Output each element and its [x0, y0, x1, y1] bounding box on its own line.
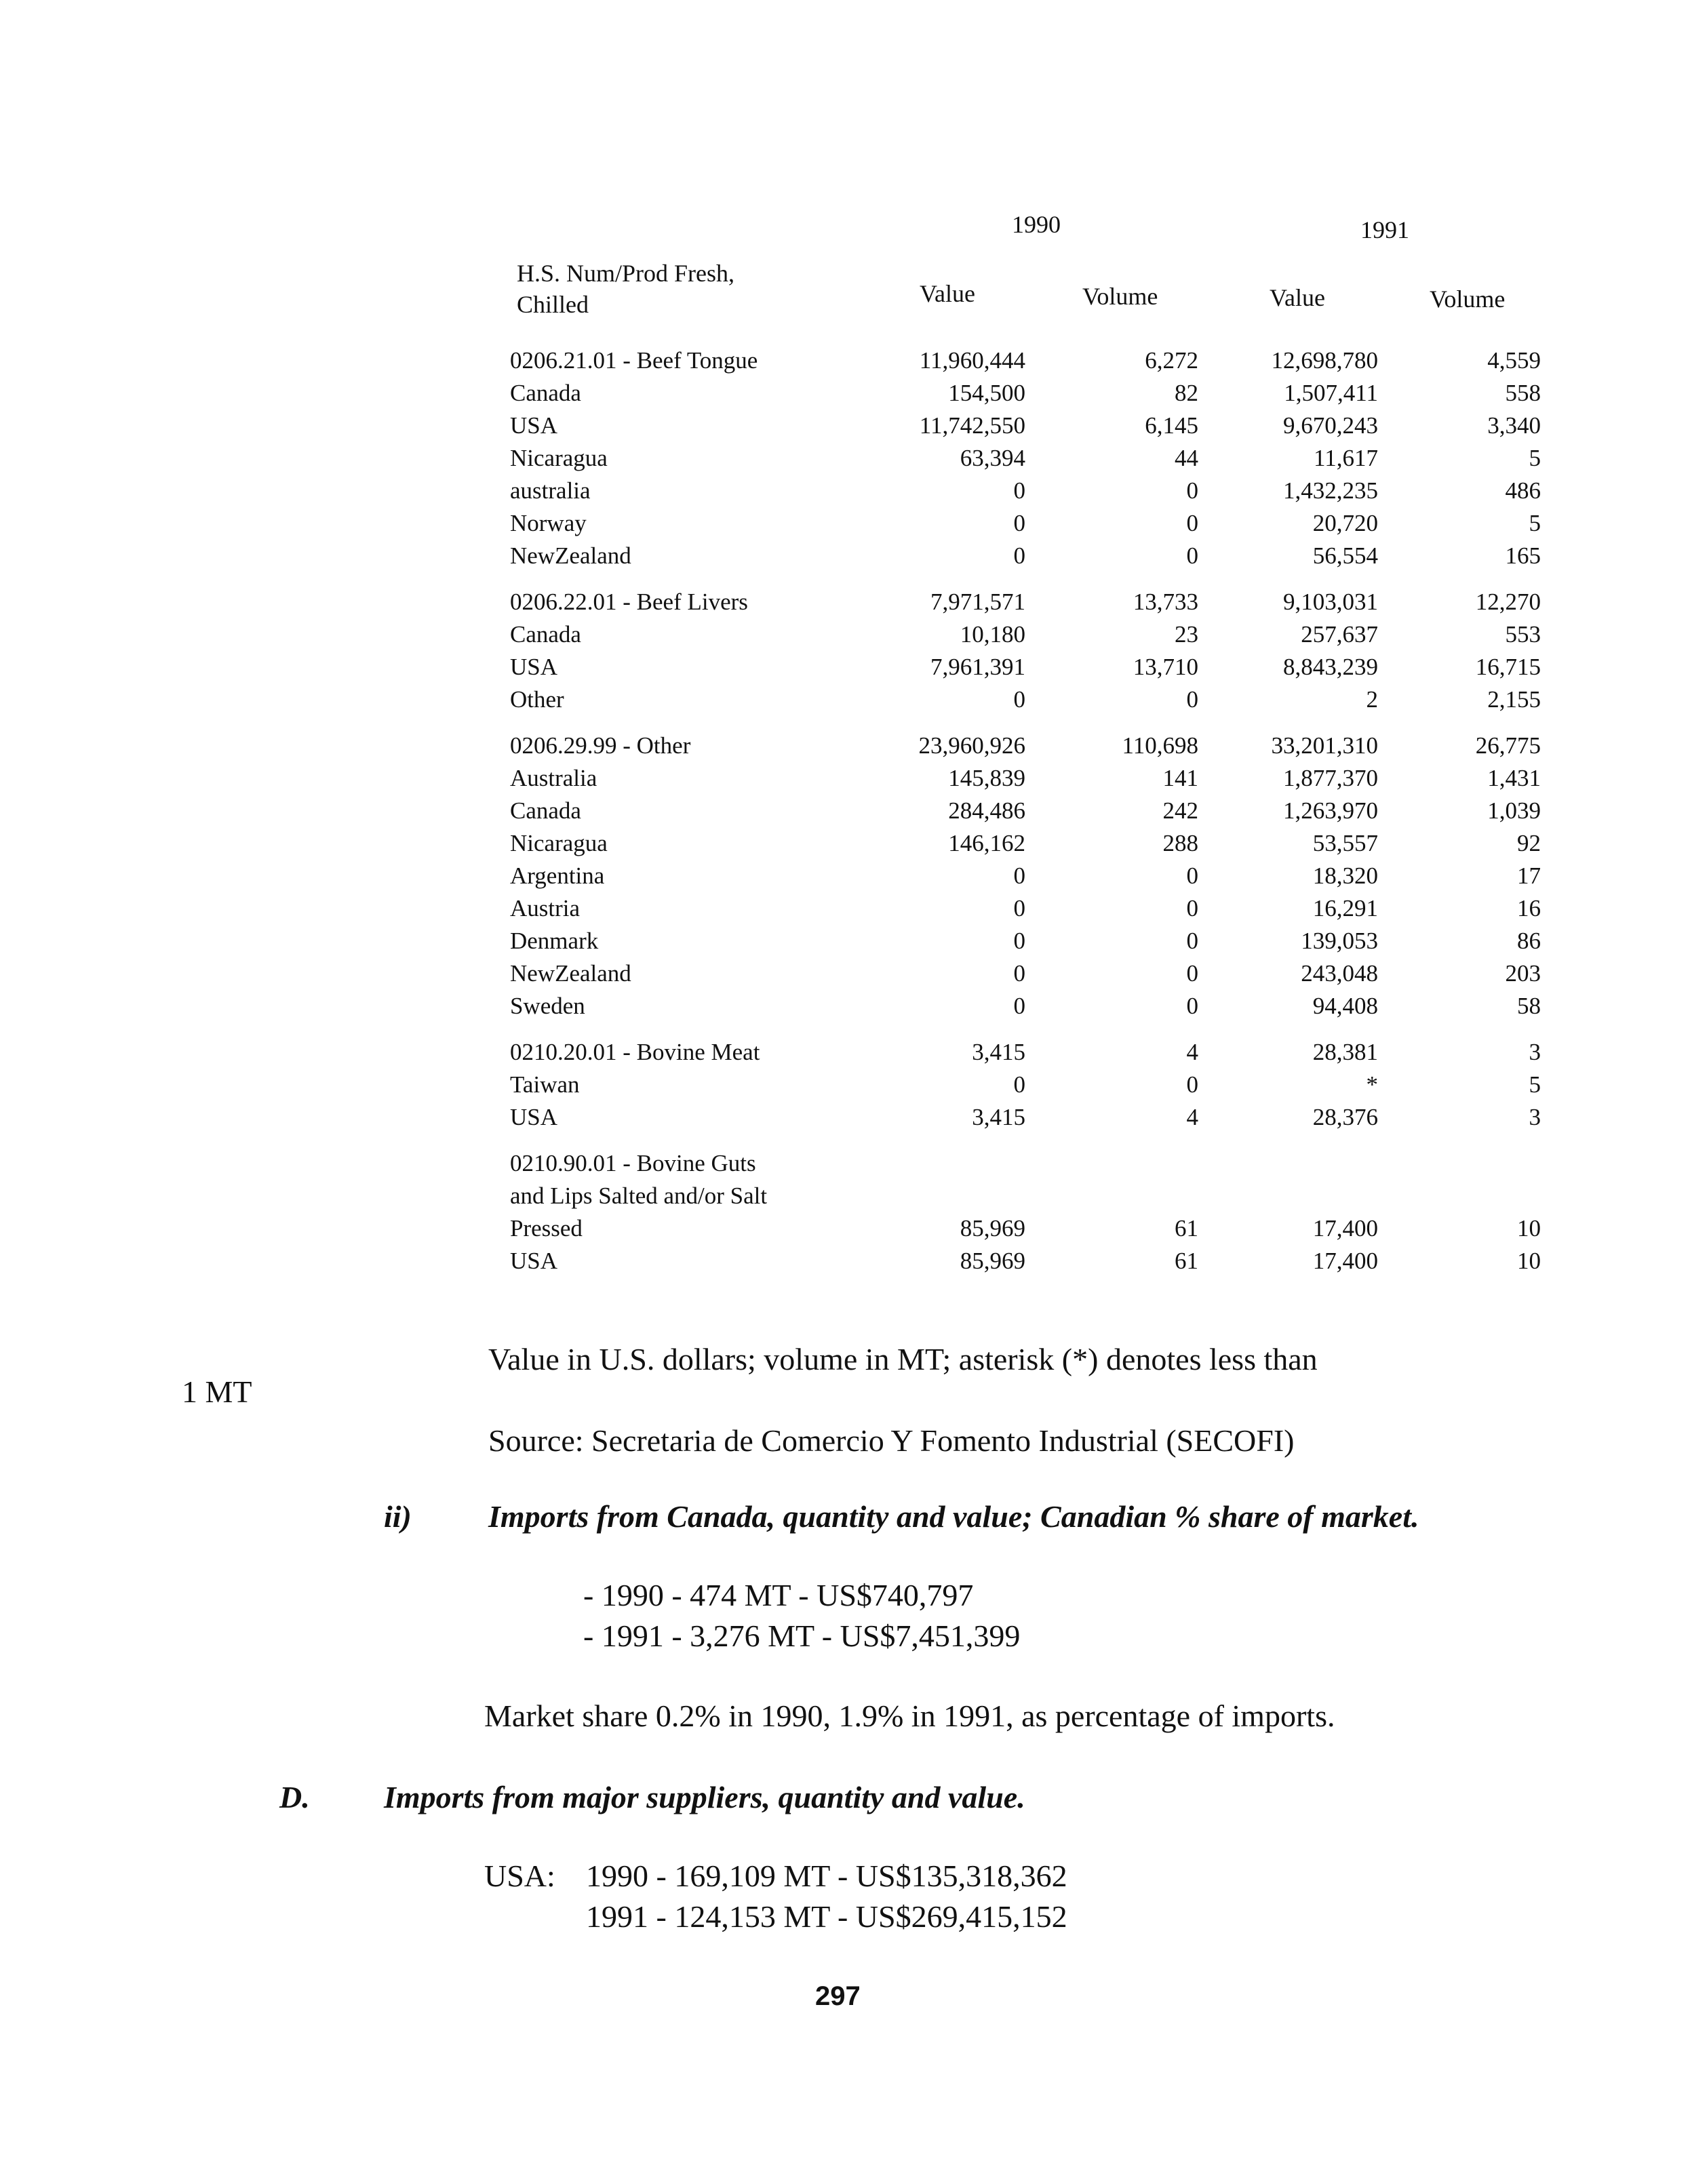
- table-row: [510, 1245, 1541, 1277]
- volume-1991-cell: 92: [1517, 830, 1541, 856]
- row-label-cell: NewZealand: [510, 960, 631, 987]
- value-1990-cell: 85,969: [960, 1248, 1025, 1274]
- value-1991-cell: 257,637: [1301, 621, 1378, 648]
- group-spacer: [510, 572, 1541, 586]
- volume-1991-cell: 1,431: [1487, 765, 1541, 791]
- value-1990-cell: 0: [1013, 895, 1025, 921]
- volume-1991-cell: 558: [1505, 380, 1541, 406]
- volume-1991-cell: 203: [1505, 960, 1541, 987]
- value-1990-cell: 10,180: [960, 621, 1025, 648]
- value-1990-cell: 0: [1013, 960, 1025, 987]
- volume-1991-cell: 10: [1517, 1248, 1541, 1274]
- row-header: [517, 258, 734, 320]
- value-1991-cell: 9,670,243: [1283, 412, 1378, 439]
- table-body: [510, 344, 1541, 1277]
- value-1991-cell: [1198, 1180, 1378, 1212]
- volume-1990-cell: 0: [1186, 862, 1198, 889]
- row-label-cell: Argentina: [510, 862, 605, 889]
- row-label-cell: Other: [510, 686, 564, 713]
- row-label-cell: 0210.20.01 - Bovine Meat: [510, 1039, 760, 1065]
- value-1991-cell: 17,400: [1312, 1248, 1378, 1274]
- value-1990-cell: 85,969: [960, 1215, 1025, 1242]
- value-1991-cell: 1,263,970: [1283, 797, 1378, 824]
- volume-1991-cell: 5: [1529, 1071, 1541, 1098]
- row-header-line2: Chilled: [517, 291, 589, 318]
- volume-1990-cell: 4: [1186, 1104, 1198, 1130]
- table-row: [510, 827, 1541, 860]
- row-label-cell: 0206.22.01 - Beef Livers: [510, 589, 748, 615]
- volume-1991-cell: 5: [1529, 510, 1541, 536]
- table-row: [510, 1101, 1541, 1134]
- row-label-cell: USA: [510, 1104, 558, 1130]
- row-label-cell: Denmark: [510, 928, 599, 954]
- value-1991-cell: 17,400: [1312, 1215, 1378, 1242]
- table-row: [510, 683, 1541, 716]
- year-header-1991: 1991: [1360, 216, 1409, 243]
- value-1991-cell: 8,843,239: [1283, 654, 1378, 680]
- value-1991-cell: 53,557: [1312, 830, 1378, 856]
- value-1990-cell: 7,961,391: [930, 654, 1025, 680]
- row-label-cell: Taiwan: [510, 1071, 580, 1098]
- row-label-cell: Canada: [510, 380, 581, 406]
- volume-1991-cell: 17: [1517, 862, 1541, 889]
- row-label-cell: Sweden: [510, 993, 585, 1019]
- table-row: [510, 860, 1541, 892]
- volume-1991-cell: 86: [1517, 928, 1541, 954]
- value-1991-cell: 28,381: [1312, 1039, 1378, 1065]
- value-1990-cell: 63,394: [960, 445, 1025, 471]
- table-row: [510, 1069, 1541, 1101]
- row-label-cell: USA: [510, 412, 558, 439]
- volume-1990-cell: 110,698: [1122, 732, 1198, 759]
- value-1991-cell: [1198, 1147, 1378, 1180]
- source-line: Source: Secretaria de Comercio Y Fomento Industrial (SECOFI): [488, 1423, 1295, 1458]
- volume-1990-cell: 61: [1175, 1248, 1198, 1274]
- volume-1990-cell: 13,733: [1133, 589, 1198, 615]
- volume-1991-cell: 3: [1529, 1104, 1541, 1130]
- value-1991-cell: 11,617: [1314, 445, 1378, 471]
- volume-1990-cell: 0: [1186, 895, 1198, 921]
- value-1991-cell: 56,554: [1312, 542, 1378, 569]
- volume-1990-cell: 82: [1175, 380, 1198, 406]
- table-row: [510, 442, 1541, 475]
- year-header-1990: 1990: [1012, 211, 1061, 238]
- canada-import-1991: - 1991 - 3,276 MT - US$7,451,399: [583, 1619, 1021, 1653]
- value-1990-cell: 0: [1013, 510, 1025, 536]
- volume-1990-cell: 23: [1175, 621, 1198, 648]
- table-row: [510, 1180, 1541, 1212]
- volume-1990-cell: 0: [1186, 686, 1198, 713]
- value-1990-cell: [863, 1180, 1025, 1212]
- row-label-cell: Nicaragua: [510, 445, 608, 471]
- value-1991-cell: 33,201,310: [1271, 732, 1378, 759]
- row-label-cell: 0206.29.99 - Other: [510, 732, 691, 759]
- volume-1991-cell: [1378, 1147, 1541, 1180]
- table-row: [510, 1147, 1541, 1180]
- group-spacer: [510, 716, 1541, 730]
- table-row: [510, 586, 1541, 618]
- volume-1991-cell: 58: [1517, 993, 1541, 1019]
- volume-1990-cell: 0: [1186, 510, 1198, 536]
- import-data-table: [510, 344, 1541, 1277]
- value-1990-cell: 0: [1013, 993, 1025, 1019]
- section-ii-heading: Imports from Canada, quantity and value; Canadian % share of market.: [488, 1499, 1419, 1534]
- volume-1990-cell: 61: [1175, 1215, 1198, 1242]
- units-note-continuation: 1 MT: [182, 1374, 252, 1409]
- volume-1990-cell: 0: [1186, 477, 1198, 504]
- table-row: [510, 957, 1541, 990]
- table-row: [510, 377, 1541, 410]
- row-label-cell: Canada: [510, 621, 581, 648]
- section-d-heading: Imports from major suppliers, quantity and value.: [384, 1780, 1025, 1814]
- value-1990-cell: 11,742,550: [919, 412, 1025, 439]
- volume-1991-cell: 10: [1517, 1215, 1541, 1242]
- table-row: [510, 990, 1541, 1022]
- value-1991-cell: 94,408: [1312, 993, 1378, 1019]
- value-1990-cell: [863, 1147, 1025, 1180]
- row-label-cell: USA: [510, 1248, 558, 1274]
- value-1991-cell: 18,320: [1312, 862, 1378, 889]
- value-1991-cell: 1,432,235: [1283, 477, 1378, 504]
- volume-1990-cell: 141: [1162, 765, 1198, 791]
- volume-1990-cell: 13,710: [1133, 654, 1198, 680]
- table-row: [510, 892, 1541, 925]
- value-1991-cell: 139,053: [1301, 928, 1378, 954]
- volume-1991-cell: 486: [1505, 477, 1541, 504]
- table-row: [510, 1212, 1541, 1245]
- volume-1991-cell: 1,039: [1487, 797, 1541, 824]
- value-1991-cell: 28,376: [1312, 1104, 1378, 1130]
- value-1991-cell: 16,291: [1312, 895, 1378, 921]
- value-1990-cell: 0: [1013, 686, 1025, 713]
- value-1991-cell: 1,877,370: [1283, 765, 1378, 791]
- value-1991-cell: 9,103,031: [1283, 589, 1378, 615]
- row-label-cell: Austria: [510, 895, 581, 921]
- canada-import-1990: - 1990 - 474 MT - US$740,797: [583, 1578, 974, 1612]
- row-label-cell: 0210.90.01 - Bovine Guts: [510, 1150, 756, 1176]
- value-1991-cell: 243,048: [1301, 960, 1378, 987]
- table-row: [510, 507, 1541, 540]
- volume-1991-cell: 5: [1529, 445, 1541, 471]
- volume-1991-cell: 2,155: [1487, 686, 1541, 713]
- value-1990-cell: 0: [1013, 477, 1025, 504]
- value-1990-cell: 7,971,571: [930, 589, 1025, 615]
- value-1990-cell: 11,960,444: [919, 347, 1025, 374]
- volume-1991-cell: 4,559: [1487, 347, 1541, 374]
- volume-1991-cell: 16: [1517, 895, 1541, 921]
- volume-1991-cell: 553: [1505, 621, 1541, 648]
- col-header-volume-1990: Volume: [1082, 283, 1158, 310]
- value-1991-cell: 2: [1366, 686, 1378, 713]
- value-1991-cell: 12,698,780: [1271, 347, 1378, 374]
- table-row: [510, 618, 1541, 651]
- group-spacer: [510, 1022, 1541, 1036]
- value-1991-cell: *: [1366, 1071, 1378, 1098]
- volume-1990-cell: 0: [1186, 960, 1198, 987]
- row-label-cell: NewZealand: [510, 542, 631, 569]
- page-number: 297: [815, 1981, 861, 2011]
- col-header-value-1990: Value: [920, 280, 975, 307]
- volume-1990-cell: 6,145: [1145, 412, 1198, 439]
- usa-import-1990: 1990 - 169,109 MT - US$135,318,362: [586, 1859, 1067, 1893]
- volume-1991-cell: 3,340: [1487, 412, 1541, 439]
- table-row: [510, 762, 1541, 795]
- table-row: [510, 410, 1541, 442]
- volume-1990-cell: 0: [1186, 542, 1198, 569]
- usa-import-1991: 1991 - 124,153 MT - US$269,415,152: [586, 1899, 1067, 1934]
- value-1990-cell: 23,960,926: [918, 732, 1025, 759]
- row-label-cell: Australia: [510, 765, 597, 791]
- value-1990-cell: 145,839: [948, 765, 1025, 791]
- value-1990-cell: 0: [1013, 928, 1025, 954]
- volume-1990-cell: 44: [1175, 445, 1198, 471]
- volume-1991-cell: 3: [1529, 1039, 1541, 1065]
- table-row: [510, 730, 1541, 762]
- volume-1991-cell: [1378, 1180, 1541, 1212]
- volume-1990-cell: [1025, 1147, 1198, 1180]
- table-row: [510, 925, 1541, 957]
- row-header-line1: H.S. Num/Prod Fresh,: [517, 260, 735, 287]
- volume-1991-cell: 26,775: [1475, 732, 1541, 759]
- market-share-line: Market share 0.2% in 1990, 1.9% in 1991, as percentage of imports.: [484, 1699, 1335, 1733]
- value-1990-cell: 0: [1013, 862, 1025, 889]
- volume-1990-cell: 242: [1162, 797, 1198, 824]
- value-1991-cell: 20,720: [1312, 510, 1378, 536]
- value-1990-cell: 284,486: [948, 797, 1025, 824]
- value-1990-cell: 146,162: [948, 830, 1025, 856]
- row-label-cell: Norway: [510, 510, 587, 536]
- volume-1991-cell: 165: [1505, 542, 1541, 569]
- volume-1990-cell: 288: [1162, 830, 1198, 856]
- units-note: Value in U.S. dollars; volume in MT; asterisk (*) denotes less than: [488, 1342, 1318, 1376]
- value-1990-cell: 3,415: [972, 1039, 1025, 1065]
- volume-1990-cell: 6,272: [1145, 347, 1198, 374]
- value-1990-cell: 0: [1013, 1071, 1025, 1098]
- volume-1990-cell: [1025, 1180, 1198, 1212]
- table-row: [510, 795, 1541, 827]
- value-1990-cell: 0: [1013, 542, 1025, 569]
- table-row: [510, 651, 1541, 683]
- section-d-marker: D.: [279, 1780, 310, 1814]
- group-spacer: [510, 1134, 1541, 1147]
- row-label-cell: Canada: [510, 797, 581, 824]
- row-label-cell: Nicaragua: [510, 830, 608, 856]
- volume-1990-cell: 0: [1186, 1071, 1198, 1098]
- row-label-cell: Pressed: [510, 1215, 583, 1242]
- value-1991-cell: 1,507,411: [1284, 380, 1378, 406]
- table-row: [510, 1036, 1541, 1069]
- row-label-cell: USA: [510, 654, 558, 680]
- volume-1990-cell: 0: [1186, 993, 1198, 1019]
- section-ii-marker: ii): [384, 1499, 412, 1534]
- volume-1991-cell: 12,270: [1475, 589, 1541, 615]
- col-header-value-1991: Value: [1270, 284, 1325, 311]
- row-label-cell: 0206.21.01 - Beef Tongue: [510, 347, 758, 374]
- volume-1990-cell: 0: [1186, 928, 1198, 954]
- volume-1990-cell: 4: [1186, 1039, 1198, 1065]
- row-label-cell: and Lips Salted and/or Salt: [510, 1183, 768, 1209]
- value-1990-cell: 154,500: [948, 380, 1025, 406]
- table-row: [510, 540, 1541, 572]
- table-row: [510, 344, 1541, 377]
- row-label-cell: australia: [510, 477, 591, 504]
- value-1990-cell: 3,415: [972, 1104, 1025, 1130]
- usa-label: USA:: [484, 1859, 555, 1893]
- volume-1991-cell: 16,715: [1475, 654, 1541, 680]
- table-row: [510, 475, 1541, 507]
- col-header-volume-1991: Volume: [1430, 285, 1506, 313]
